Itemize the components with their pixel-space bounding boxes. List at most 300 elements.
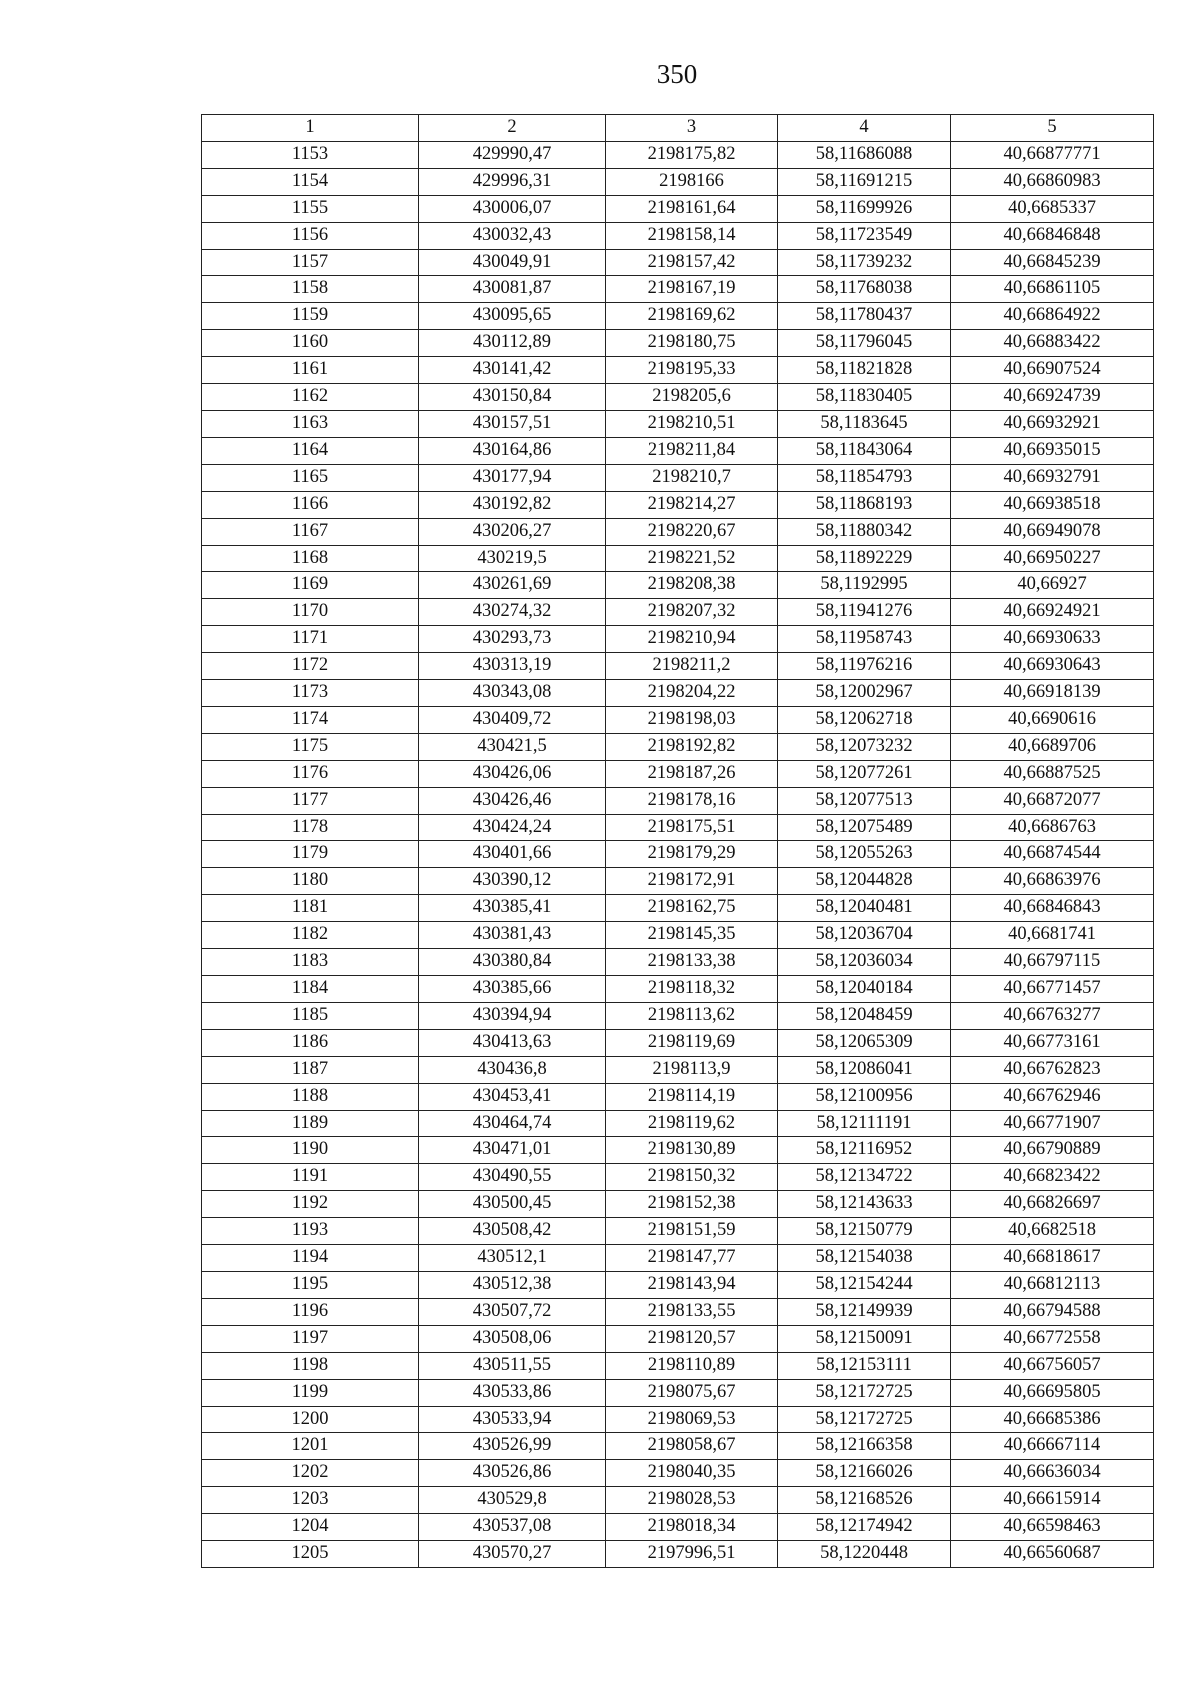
table-cell: 2198167,19 [606, 276, 778, 303]
table-cell: 2198166 [606, 168, 778, 195]
table-cell: 58,12150091 [778, 1325, 951, 1352]
table-cell: 2198158,14 [606, 222, 778, 249]
table-cell: 40,66846843 [951, 895, 1154, 922]
table-cell: 40,66695805 [951, 1379, 1154, 1406]
table-row [202, 1245, 1154, 1272]
table-cell: 58,11976216 [778, 653, 951, 680]
table-cell: 40,6690616 [951, 706, 1154, 733]
table-row [202, 195, 1154, 222]
table-cell: 58,12062718 [778, 706, 951, 733]
table-cell: 430526,86 [419, 1460, 606, 1487]
table-cell: 430394,94 [419, 1002, 606, 1029]
table-cell: 40,66927 [951, 572, 1154, 599]
table-cell: 430507,72 [419, 1298, 606, 1325]
table-cell: 430112,89 [419, 330, 606, 357]
table-row [202, 1271, 1154, 1298]
table-cell: 2197996,51 [606, 1541, 778, 1568]
table-cell: 2198119,62 [606, 1110, 778, 1137]
table-cell: 1180 [202, 868, 419, 895]
table-cell: 2198120,57 [606, 1325, 778, 1352]
table-cell: 430421,5 [419, 733, 606, 760]
table-cell: 58,11686088 [778, 141, 951, 168]
table-cell: 58,11699926 [778, 195, 951, 222]
table-cell: 40,66924921 [951, 599, 1154, 626]
table-cell: 40,66797115 [951, 949, 1154, 976]
table-cell: 2198210,94 [606, 626, 778, 653]
table-cell: 58,12040184 [778, 976, 951, 1003]
table-cell: 58,1220448 [778, 1541, 951, 1568]
table-cell: 2198058,67 [606, 1433, 778, 1460]
table-cell: 58,12048459 [778, 1002, 951, 1029]
table-row [202, 1002, 1154, 1029]
coordinates-table [201, 114, 1154, 1568]
table-cell: 2198069,53 [606, 1406, 778, 1433]
table-row [202, 653, 1154, 680]
table-cell: 40,66598463 [951, 1514, 1154, 1541]
table-cell: 430533,86 [419, 1379, 606, 1406]
table-cell: 430526,99 [419, 1433, 606, 1460]
column-header: 2 [419, 115, 606, 142]
table-row [202, 410, 1154, 437]
table-cell: 1195 [202, 1271, 419, 1298]
table-cell: 1168 [202, 545, 419, 572]
table-cell: 1184 [202, 976, 419, 1003]
table-cell: 2198162,75 [606, 895, 778, 922]
table-cell: 40,6686763 [951, 814, 1154, 841]
table-cell: 58,12077513 [778, 787, 951, 814]
table-cell: 58,12172725 [778, 1406, 951, 1433]
table-cell: 40,66877771 [951, 141, 1154, 168]
table-row [202, 1325, 1154, 1352]
table-row [202, 545, 1154, 572]
table-cell: 2198220,67 [606, 518, 778, 545]
table-row [202, 814, 1154, 841]
table-cell: 40,66864922 [951, 303, 1154, 330]
table-row [202, 706, 1154, 733]
table-cell: 430381,43 [419, 922, 606, 949]
table-row [202, 1433, 1154, 1460]
table-cell: 430436,8 [419, 1056, 606, 1083]
table-cell: 430150,84 [419, 384, 606, 411]
table-cell: 1196 [202, 1298, 419, 1325]
table-cell: 1190 [202, 1137, 419, 1164]
table-cell: 40,66861105 [951, 276, 1154, 303]
table-row [202, 599, 1154, 626]
table-cell: 58,11854793 [778, 464, 951, 491]
table-cell: 40,66846848 [951, 222, 1154, 249]
table-row [202, 1352, 1154, 1379]
table-cell: 1163 [202, 410, 419, 437]
table-body [202, 141, 1154, 1567]
table-cell: 40,66773161 [951, 1029, 1154, 1056]
table-cell: 40,6685337 [951, 195, 1154, 222]
table-row [202, 1218, 1154, 1245]
table-row [202, 1137, 1154, 1164]
table-cell: 2198143,94 [606, 1271, 778, 1298]
table-cell: 2198210,51 [606, 410, 778, 437]
table-cell: 2198119,69 [606, 1029, 778, 1056]
table-cell: 1170 [202, 599, 419, 626]
table-row [202, 733, 1154, 760]
table-cell: 430409,72 [419, 706, 606, 733]
table-cell: 40,66883422 [951, 330, 1154, 357]
table-cell: 58,11958743 [778, 626, 951, 653]
table-cell: 40,66872077 [951, 787, 1154, 814]
table-cell: 58,12149939 [778, 1298, 951, 1325]
table-cell: 58,12040481 [778, 895, 951, 922]
table-row [202, 626, 1154, 653]
table-cell: 58,12153111 [778, 1352, 951, 1379]
table-row [202, 1056, 1154, 1083]
table-cell: 430095,65 [419, 303, 606, 330]
table-cell: 2198028,53 [606, 1487, 778, 1514]
table-cell: 2198113,62 [606, 1002, 778, 1029]
table-cell: 40,66560687 [951, 1541, 1154, 1568]
table-row [202, 518, 1154, 545]
table-cell: 40,66762823 [951, 1056, 1154, 1083]
table-cell: 1193 [202, 1218, 419, 1245]
table-row [202, 572, 1154, 599]
table-cell: 430490,55 [419, 1164, 606, 1191]
table-cell: 40,66818617 [951, 1245, 1154, 1272]
column-header: 3 [606, 115, 778, 142]
table-cell: 2198161,64 [606, 195, 778, 222]
table-row [202, 1191, 1154, 1218]
table-cell: 2198179,29 [606, 841, 778, 868]
table-cell: 40,66812113 [951, 1271, 1154, 1298]
table-cell: 2198113,9 [606, 1056, 778, 1083]
table-cell: 40,66950227 [951, 545, 1154, 572]
table-cell: 430401,66 [419, 841, 606, 868]
table-cell: 430164,86 [419, 437, 606, 464]
table-cell: 1204 [202, 1514, 419, 1541]
table-cell: 1183 [202, 949, 419, 976]
table-cell: 40,66932791 [951, 464, 1154, 491]
table-row [202, 949, 1154, 976]
table-cell: 430570,27 [419, 1541, 606, 1568]
table-cell: 2198178,16 [606, 787, 778, 814]
table-cell: 58,12116952 [778, 1137, 951, 1164]
table-cell: 1173 [202, 680, 419, 707]
table-cell: 40,6682518 [951, 1218, 1154, 1245]
table-cell: 2198145,35 [606, 922, 778, 949]
table-cell: 1182 [202, 922, 419, 949]
table-row [202, 384, 1154, 411]
table-cell: 2198192,82 [606, 733, 778, 760]
table-row [202, 222, 1154, 249]
table-cell: 40,66615914 [951, 1487, 1154, 1514]
table-cell: 430343,08 [419, 680, 606, 707]
table-cell: 2198110,89 [606, 1352, 778, 1379]
table-cell: 58,11843064 [778, 437, 951, 464]
table-row [202, 357, 1154, 384]
table-cell: 430508,42 [419, 1218, 606, 1245]
table-cell: 1157 [202, 249, 419, 276]
table-cell: 40,66636034 [951, 1460, 1154, 1487]
table-cell: 430380,84 [419, 949, 606, 976]
table-row [202, 330, 1154, 357]
table-cell: 58,12036704 [778, 922, 951, 949]
table-row [202, 1298, 1154, 1325]
table-cell: 2198211,2 [606, 653, 778, 680]
table-cell: 430471,01 [419, 1137, 606, 1164]
table-row [202, 787, 1154, 814]
table-cell: 58,12075489 [778, 814, 951, 841]
table-row [202, 141, 1154, 168]
table-cell: 58,12172725 [778, 1379, 951, 1406]
table-cell: 430500,45 [419, 1191, 606, 1218]
table-cell: 1154 [202, 168, 419, 195]
table-cell: 40,66924739 [951, 384, 1154, 411]
table-cell: 40,6689706 [951, 733, 1154, 760]
table-cell: 40,66826697 [951, 1191, 1154, 1218]
table-cell: 430413,63 [419, 1029, 606, 1056]
table-cell: 58,12044828 [778, 868, 951, 895]
table-cell: 430049,91 [419, 249, 606, 276]
table-cell: 1158 [202, 276, 419, 303]
table-cell: 2198075,67 [606, 1379, 778, 1406]
table-cell: 2198210,7 [606, 464, 778, 491]
table-cell: 58,12077261 [778, 760, 951, 787]
table-cell: 2198157,42 [606, 249, 778, 276]
table-cell: 1186 [202, 1029, 419, 1056]
table-cell: 430529,8 [419, 1487, 606, 1514]
table-cell: 40,66667114 [951, 1433, 1154, 1460]
table-cell: 58,12174942 [778, 1514, 951, 1541]
table-cell: 430512,1 [419, 1245, 606, 1272]
table-cell: 430533,94 [419, 1406, 606, 1433]
column-header: 4 [778, 115, 951, 142]
table-cell: 2198221,52 [606, 545, 778, 572]
table-cell: 430177,94 [419, 464, 606, 491]
table-cell: 2198018,34 [606, 1514, 778, 1541]
table-row [202, 1460, 1154, 1487]
table-cell: 2198172,91 [606, 868, 778, 895]
table-cell: 430464,74 [419, 1110, 606, 1137]
table-cell: 40,66772558 [951, 1325, 1154, 1352]
table-cell: 40,66763277 [951, 1002, 1154, 1029]
table-cell: 1205 [202, 1541, 419, 1568]
table-cell: 2198180,75 [606, 330, 778, 357]
table-cell: 430206,27 [419, 518, 606, 545]
table-cell: 2198040,35 [606, 1460, 778, 1487]
table-cell: 1171 [202, 626, 419, 653]
table-cell: 429996,31 [419, 168, 606, 195]
table-row [202, 464, 1154, 491]
table-cell: 1167 [202, 518, 419, 545]
table-cell: 2198150,32 [606, 1164, 778, 1191]
table-cell: 58,11821828 [778, 357, 951, 384]
table-cell: 2198204,22 [606, 680, 778, 707]
table-cell: 58,12055263 [778, 841, 951, 868]
table-cell: 40,66823422 [951, 1164, 1154, 1191]
table-cell: 430426,06 [419, 760, 606, 787]
table-cell: 430390,12 [419, 868, 606, 895]
table-cell: 2198114,19 [606, 1083, 778, 1110]
table-cell: 1191 [202, 1164, 419, 1191]
table-cell: 40,66918139 [951, 680, 1154, 707]
table-row [202, 680, 1154, 707]
table-cell: 58,12065309 [778, 1029, 951, 1056]
table-cell: 1199 [202, 1379, 419, 1406]
table-cell: 58,12134722 [778, 1164, 951, 1191]
table-cell: 1153 [202, 141, 419, 168]
table-cell: 2198198,03 [606, 706, 778, 733]
table-cell: 2198152,38 [606, 1191, 778, 1218]
table-row [202, 303, 1154, 330]
table-cell: 430385,66 [419, 976, 606, 1003]
table-cell: 1176 [202, 760, 419, 787]
table-cell: 40,66932921 [951, 410, 1154, 437]
table-cell: 430426,46 [419, 787, 606, 814]
table-cell: 1164 [202, 437, 419, 464]
table-cell: 1181 [202, 895, 419, 922]
table-cell: 58,11941276 [778, 599, 951, 626]
table-cell: 58,11768038 [778, 276, 951, 303]
table-cell: 40,66771907 [951, 1110, 1154, 1137]
table-row [202, 1164, 1154, 1191]
table-cell: 429990,47 [419, 141, 606, 168]
table-cell: 58,11723549 [778, 222, 951, 249]
table-cell: 1189 [202, 1110, 419, 1137]
table-row [202, 868, 1154, 895]
table-cell: 430006,07 [419, 195, 606, 222]
table-cell: 2198175,51 [606, 814, 778, 841]
table-cell: 2198151,59 [606, 1218, 778, 1245]
table-cell: 430453,41 [419, 1083, 606, 1110]
table-cell: 1202 [202, 1460, 419, 1487]
table-row [202, 1083, 1154, 1110]
table-header-row [202, 115, 1154, 142]
table-row [202, 922, 1154, 949]
table-cell: 1177 [202, 787, 419, 814]
table-cell: 58,12166026 [778, 1460, 951, 1487]
table-cell: 58,11780437 [778, 303, 951, 330]
table-cell: 40,66874544 [951, 841, 1154, 868]
table-cell: 2198205,6 [606, 384, 778, 411]
table-cell: 430424,24 [419, 814, 606, 841]
table-row [202, 1379, 1154, 1406]
table-cell: 40,66860983 [951, 168, 1154, 195]
table-cell: 1175 [202, 733, 419, 760]
table-cell: 40,66907524 [951, 357, 1154, 384]
table-cell: 40,66762946 [951, 1083, 1154, 1110]
table-cell: 430157,51 [419, 410, 606, 437]
table-cell: 1162 [202, 384, 419, 411]
table-cell: 40,66935015 [951, 437, 1154, 464]
table-cell: 430141,42 [419, 357, 606, 384]
table-cell: 430313,19 [419, 653, 606, 680]
table-row [202, 1514, 1154, 1541]
table-cell: 2198207,32 [606, 599, 778, 626]
table-cell: 2198118,32 [606, 976, 778, 1003]
table-row [202, 249, 1154, 276]
table-cell: 2198208,38 [606, 572, 778, 599]
table-cell: 58,12036034 [778, 949, 951, 976]
table-row [202, 1541, 1154, 1568]
table-cell: 40,6681741 [951, 922, 1154, 949]
table-cell: 430508,06 [419, 1325, 606, 1352]
table-cell: 40,66938518 [951, 491, 1154, 518]
table-row [202, 491, 1154, 518]
table-cell: 40,66794588 [951, 1298, 1154, 1325]
table-cell: 2198175,82 [606, 141, 778, 168]
table-cell: 2198133,55 [606, 1298, 778, 1325]
table-cell: 430537,08 [419, 1514, 606, 1541]
table-cell: 1169 [202, 572, 419, 599]
table-cell: 40,66930633 [951, 626, 1154, 653]
table-cell: 1166 [202, 491, 419, 518]
table-row [202, 1029, 1154, 1056]
table-cell: 58,12100956 [778, 1083, 951, 1110]
table-cell: 40,66685386 [951, 1406, 1154, 1433]
table-cell: 40,66863976 [951, 868, 1154, 895]
table-cell: 1160 [202, 330, 419, 357]
table-cell: 40,66887525 [951, 760, 1154, 787]
table-cell: 1198 [202, 1352, 419, 1379]
table-cell: 40,66949078 [951, 518, 1154, 545]
table-cell: 58,12154038 [778, 1245, 951, 1272]
table-cell: 2198133,38 [606, 949, 778, 976]
table-cell: 1179 [202, 841, 419, 868]
table-cell: 430192,82 [419, 491, 606, 518]
table-row [202, 1110, 1154, 1137]
table-cell: 58,12168526 [778, 1487, 951, 1514]
table-cell: 40,66930643 [951, 653, 1154, 680]
table-cell: 1201 [202, 1433, 419, 1460]
table-cell: 430032,43 [419, 222, 606, 249]
table-cell: 1156 [202, 222, 419, 249]
table-cell: 430081,87 [419, 276, 606, 303]
page-number: 350 [656, 59, 698, 89]
table-cell: 58,1183645 [778, 410, 951, 437]
table-cell: 430274,32 [419, 599, 606, 626]
table-cell: 1159 [202, 303, 419, 330]
table-row [202, 1487, 1154, 1514]
table-cell: 40,66771457 [951, 976, 1154, 1003]
table-cell: 40,66756057 [951, 1352, 1154, 1379]
table-row [202, 1406, 1154, 1433]
table-cell: 58,12154244 [778, 1271, 951, 1298]
table-cell: 58,11739232 [778, 249, 951, 276]
table-cell: 1172 [202, 653, 419, 680]
table-cell: 1194 [202, 1245, 419, 1272]
table-cell: 1185 [202, 1002, 419, 1029]
table-cell: 2198130,89 [606, 1137, 778, 1164]
table-cell: 1192 [202, 1191, 419, 1218]
table-cell: 2198169,62 [606, 303, 778, 330]
table-cell: 430511,55 [419, 1352, 606, 1379]
table-cell: 2198187,26 [606, 760, 778, 787]
table-row [202, 276, 1154, 303]
table-cell: 58,12143633 [778, 1191, 951, 1218]
table-cell: 1200 [202, 1406, 419, 1433]
table-cell: 40,66790889 [951, 1137, 1154, 1164]
table-cell: 1203 [202, 1487, 419, 1514]
column-header: 1 [202, 115, 419, 142]
table-cell: 430219,5 [419, 545, 606, 572]
table-cell: 1155 [202, 195, 419, 222]
table-cell: 2198195,33 [606, 357, 778, 384]
table-cell: 1178 [202, 814, 419, 841]
table-cell: 1187 [202, 1056, 419, 1083]
table-cell: 2198214,27 [606, 491, 778, 518]
table-cell: 1174 [202, 706, 419, 733]
table-cell: 1197 [202, 1325, 419, 1352]
table-cell: 430512,38 [419, 1271, 606, 1298]
table-cell: 1161 [202, 357, 419, 384]
table-cell: 430385,41 [419, 895, 606, 922]
